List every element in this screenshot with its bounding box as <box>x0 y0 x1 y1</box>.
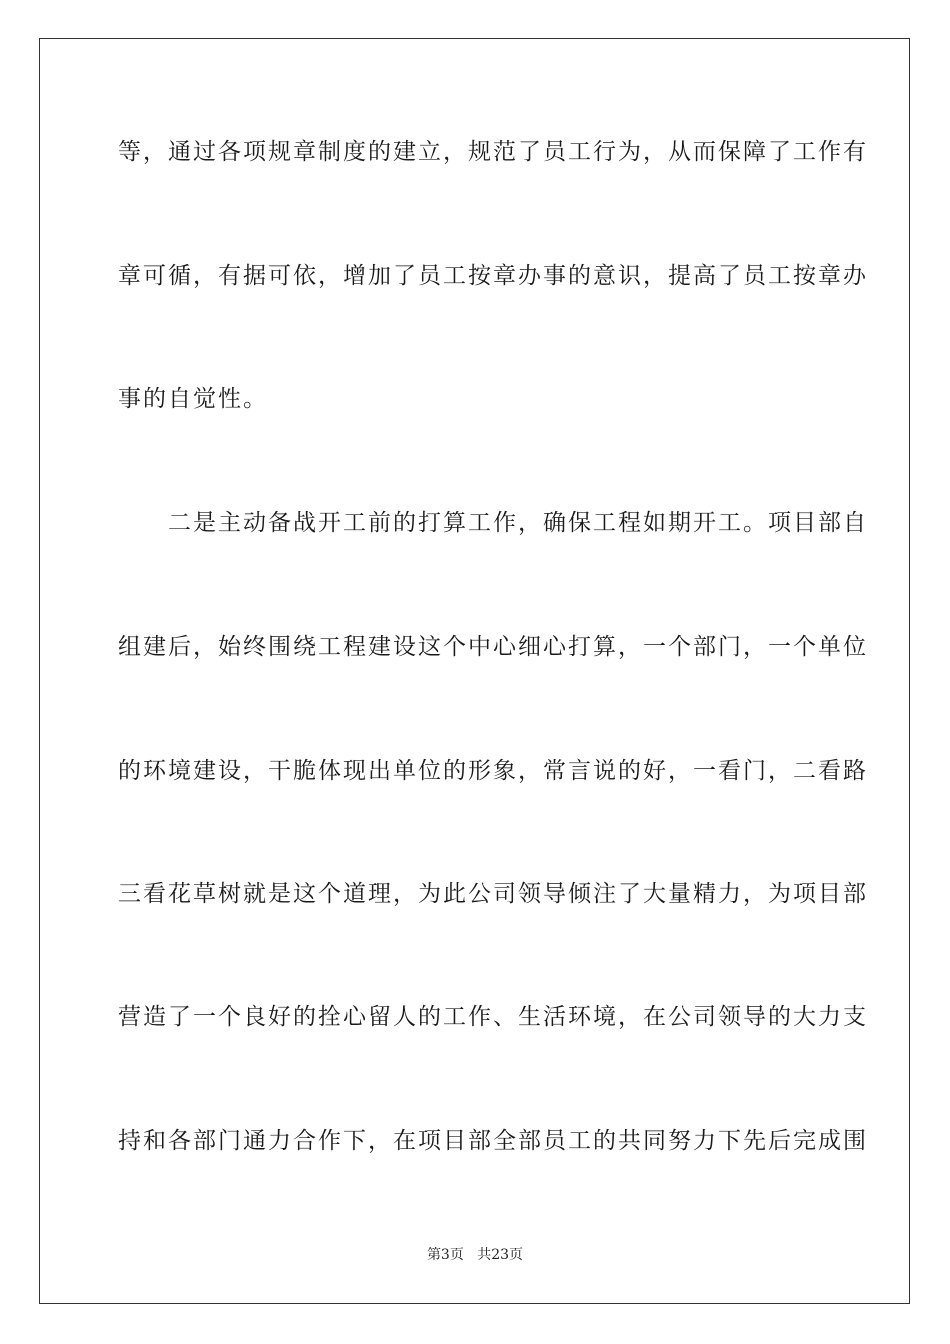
paragraph-line: 营造了一个良好的拴心留人的工作、生活环境，在公司领导的大力支 <box>118 1004 868 1030</box>
paragraph-line: 事的自觉性。 <box>118 386 268 412</box>
paragraph-line: 持和各部门通力合作下，在项目部全部员工的共同努力下先后完成围 <box>118 1128 868 1154</box>
page-border <box>39 38 910 1304</box>
paragraph-line: 的环境建设，干脆体现出单位的形象，常言说的好，一看门，二看路 <box>118 758 868 784</box>
page-number: 第3页 <box>426 1247 464 1263</box>
total-pages: 共23页 <box>477 1247 524 1263</box>
paragraph-line: 等，通过各项规章制度的建立，规范了员工行为，从而保障了工作有 <box>118 139 868 165</box>
page-footer <box>0 1245 950 1265</box>
paragraph-line: 二是主动备战开工前的打算工作，确保工程如期开工。项目部自 <box>118 510 868 536</box>
paragraph-line: 组建后，始终围绕工程建设这个中心细心打算，一个部门，一个单位 <box>118 634 868 660</box>
paragraph-line: 三看花草树就是这个道理，为此公司领导倾注了大量精力，为项目部 <box>118 881 868 907</box>
paragraph-line: 章可循，有据可依，增加了员工按章办事的意识，提高了员工按章办 <box>118 263 868 289</box>
